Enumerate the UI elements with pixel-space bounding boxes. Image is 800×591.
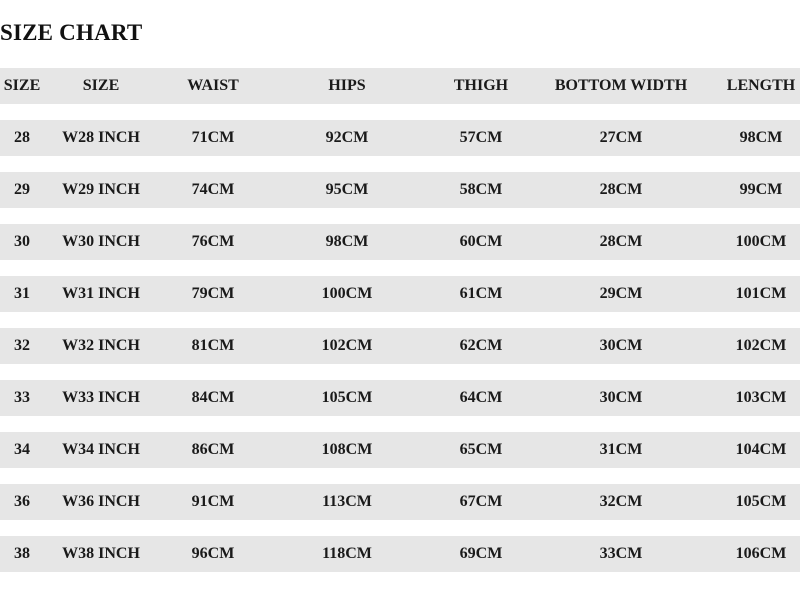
cell-hips: 113CM: [322, 493, 372, 510]
cell-bottom-width: 29CM: [599, 285, 643, 302]
cell-size-label: W30 INCH: [62, 233, 140, 250]
page-title: SIZE CHART: [0, 20, 143, 45]
table-row: [0, 536, 800, 572]
cell-length: 100CM: [735, 233, 787, 250]
cell-size-label: W32 INCH: [62, 337, 140, 354]
cell-size-number: 34: [14, 441, 30, 458]
cell-hips: 95CM: [325, 181, 369, 198]
cell-thigh: 64CM: [459, 389, 503, 406]
cell-length: 104CM: [735, 441, 787, 458]
table-row: [0, 276, 800, 312]
table-row: [0, 328, 800, 364]
header-cell-thigh: THIGH: [453, 77, 509, 94]
cell-hips: 108CM: [321, 441, 373, 458]
cell-hips: 92CM: [325, 129, 369, 146]
table-row: [0, 484, 800, 520]
cell-bottom-width: 32CM: [599, 493, 643, 510]
table-header-row: [0, 68, 800, 104]
cell-bottom-width: 28CM: [599, 181, 643, 198]
table-row: [0, 120, 800, 156]
cell-waist: 74CM: [191, 181, 235, 198]
cell-length: 99CM: [739, 181, 783, 198]
cell-size-number: 36: [14, 493, 30, 510]
cell-waist: 91CM: [191, 493, 235, 510]
cell-size-number: 38: [14, 545, 30, 562]
cell-size-number: 33: [14, 389, 30, 406]
cell-waist: 84CM: [191, 389, 235, 406]
table-row: [0, 380, 800, 416]
cell-thigh: 69CM: [459, 545, 503, 562]
cell-size-label: W36 INCH: [62, 493, 140, 510]
cell-thigh: 60CM: [459, 233, 503, 250]
header-cell-size-label: SIZE: [82, 77, 120, 94]
cell-size-number: 32: [14, 337, 30, 354]
cell-waist: 71CM: [191, 129, 235, 146]
cell-bottom-width: 33CM: [599, 545, 643, 562]
cell-bottom-width: 30CM: [599, 389, 643, 406]
header-cell-bottom-width: BOTTOM WIDTH: [554, 77, 688, 94]
cell-length: 103CM: [735, 389, 787, 406]
table-row: [0, 432, 800, 468]
cell-length: 98CM: [739, 129, 783, 146]
cell-thigh: 57CM: [459, 129, 503, 146]
cell-bottom-width: 27CM: [599, 129, 643, 146]
cell-size-number: 28: [14, 129, 30, 146]
cell-hips: 98CM: [325, 233, 369, 250]
header-cell-size-number: SIZE: [3, 77, 41, 94]
cell-size-number: 30: [14, 233, 30, 250]
cell-waist: 81CM: [191, 337, 235, 354]
cell-hips: 118CM: [322, 545, 372, 562]
header-cell-waist: WAIST: [187, 77, 239, 94]
cell-size-label: W33 INCH: [62, 389, 140, 406]
cell-length: 101CM: [735, 285, 787, 302]
cell-thigh: 67CM: [459, 493, 503, 510]
cell-bottom-width: 28CM: [599, 233, 643, 250]
cell-waist: 96CM: [191, 545, 235, 562]
cell-size-number: 29: [14, 181, 30, 198]
cell-hips: 105CM: [321, 389, 373, 406]
cell-size-label: W34 INCH: [62, 441, 140, 458]
cell-hips: 102CM: [321, 337, 373, 354]
cell-thigh: 58CM: [459, 181, 503, 198]
cell-thigh: 61CM: [459, 285, 503, 302]
cell-size-label: W31 INCH: [62, 285, 140, 302]
cell-hips: 100CM: [321, 285, 373, 302]
cell-size-label: W38 INCH: [62, 545, 140, 562]
cell-bottom-width: 30CM: [599, 337, 643, 354]
cell-size-number: 31: [14, 285, 30, 302]
cell-length: 105CM: [735, 493, 787, 510]
cell-waist: 86CM: [191, 441, 235, 458]
cell-size-label: W28 INCH: [62, 129, 140, 146]
cell-thigh: 62CM: [459, 337, 503, 354]
table-row: [0, 224, 800, 260]
cell-waist: 76CM: [191, 233, 235, 250]
cell-bottom-width: 31CM: [599, 441, 643, 458]
cell-size-label: W29 INCH: [62, 181, 140, 198]
cell-thigh: 65CM: [459, 441, 503, 458]
cell-length: 106CM: [735, 545, 787, 562]
cell-waist: 79CM: [191, 285, 235, 302]
table-row: [0, 172, 800, 208]
header-cell-hips: HIPS: [328, 77, 366, 94]
cell-length: 102CM: [735, 337, 787, 354]
header-cell-length: LENGTH: [726, 77, 796, 94]
